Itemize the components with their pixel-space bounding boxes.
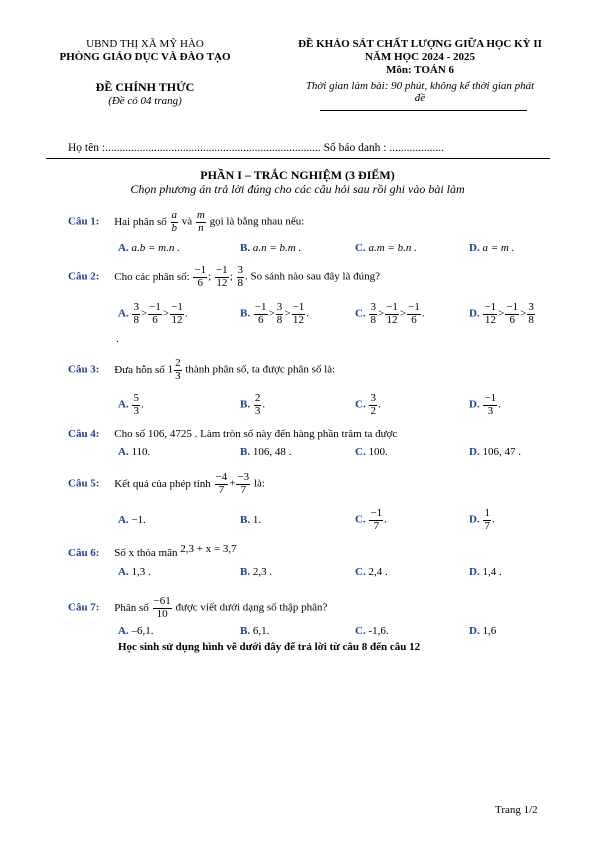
frac-den: 8 bbox=[133, 313, 139, 326]
option-letter: C. bbox=[355, 513, 366, 526]
frac-num: −4 bbox=[215, 471, 228, 483]
question-label: Câu 3: bbox=[68, 363, 100, 376]
frac-num: m bbox=[196, 209, 205, 221]
frac-num: a bbox=[171, 209, 178, 221]
exam-title: ĐỀ KHẢO SÁT CHẤT LƯỢNG GIỮA HỌC KỲ II bbox=[298, 38, 542, 50]
q1-option-d[interactable] bbox=[469, 242, 514, 254]
frac-den: 3 bbox=[487, 404, 494, 417]
option-letter: D. bbox=[469, 513, 480, 526]
option-letter: C. bbox=[355, 625, 366, 637]
frac-den: 7 bbox=[218, 483, 225, 496]
option-letter: A. bbox=[118, 625, 129, 637]
question-label: Câu 6: bbox=[68, 547, 100, 559]
q4-option-d[interactable] bbox=[469, 446, 521, 458]
dot: . bbox=[491, 513, 495, 526]
option-text: 100. bbox=[368, 446, 388, 458]
frac-num: 2 bbox=[254, 392, 261, 404]
q1-option-c[interactable] bbox=[355, 242, 417, 254]
frac-den: b bbox=[171, 221, 178, 234]
gt-sign: > bbox=[162, 307, 170, 320]
option-letter: B. bbox=[240, 514, 251, 526]
gt-sign: > bbox=[268, 307, 275, 320]
q1-option-a[interactable] bbox=[118, 242, 180, 254]
option-text: a.n = b.m . bbox=[252, 242, 302, 254]
frac-num: 3 bbox=[276, 301, 283, 313]
q7-option-c[interactable] bbox=[355, 625, 389, 637]
option-letter: D. bbox=[469, 625, 480, 637]
office-name: PHÒNG GIÁO DỤC VÀ ĐÀO TẠO bbox=[59, 51, 231, 63]
q3-option-a[interactable] bbox=[118, 393, 144, 417]
frac-num: 3 bbox=[133, 301, 139, 313]
frac-den: 6 bbox=[509, 313, 515, 326]
time-line-1: Thời gian làm bài: 90 phút, không kể thời gian phát bbox=[305, 80, 535, 92]
equation: 2,3 + x = 3,7 bbox=[180, 543, 237, 555]
q6-option-d[interactable] bbox=[469, 566, 502, 578]
question-text: và bbox=[181, 215, 193, 228]
q7-option-a[interactable] bbox=[118, 625, 153, 637]
question-text: Phân số bbox=[114, 601, 149, 614]
option-letter: A. bbox=[118, 398, 129, 411]
q2-option-d[interactable] bbox=[469, 302, 536, 326]
dot: . bbox=[377, 398, 381, 411]
plus-sign: + bbox=[229, 477, 236, 490]
option-letter: C. bbox=[355, 242, 366, 254]
q3-option-b[interactable] bbox=[240, 393, 265, 417]
time-line-2: đề bbox=[414, 92, 426, 104]
frac-den: 3 bbox=[175, 369, 181, 382]
q2-option-a[interactable] bbox=[118, 302, 188, 326]
q6-option-b[interactable] bbox=[240, 566, 272, 578]
frac-den: 12 bbox=[216, 276, 228, 289]
frac-den: 12 bbox=[386, 313, 398, 326]
frac-num: −1 bbox=[194, 264, 207, 276]
section-instruction: Chọn phương án trả lời đúng cho các câu hỏi sau rồi ghi vào bài làm bbox=[130, 182, 465, 196]
option-text: 110. bbox=[131, 446, 151, 458]
q7-option-b[interactable] bbox=[240, 625, 269, 637]
option-letter: A. bbox=[118, 566, 129, 578]
q6-option-a[interactable] bbox=[118, 566, 151, 578]
frac-num: 3 bbox=[370, 392, 376, 404]
gt-sign: > bbox=[377, 307, 385, 320]
frac-den: 6 bbox=[411, 313, 417, 326]
option-letter: D. bbox=[469, 566, 480, 578]
frac-den: 2 bbox=[370, 404, 376, 417]
option-letter: B. bbox=[240, 307, 251, 320]
question-text: Đưa hỗn số bbox=[114, 363, 165, 376]
question-4 bbox=[68, 428, 397, 440]
dot: . bbox=[306, 307, 309, 320]
frac-den: 3 bbox=[254, 404, 261, 417]
frac-den: 10 bbox=[156, 607, 168, 620]
department-name: UBND THỊ XÃ MỸ HÀO bbox=[86, 38, 204, 50]
question-label: Câu 5: bbox=[68, 477, 100, 490]
option-letter: B. bbox=[240, 625, 251, 637]
q5-option-a[interactable] bbox=[118, 514, 146, 526]
question-label: Câu 2: bbox=[68, 270, 100, 283]
section-title: PHẦN I – TRẮC NGHIỆM (3 ĐIỂM) bbox=[200, 168, 395, 182]
frac-num: 1 bbox=[484, 507, 490, 519]
q5-option-b[interactable] bbox=[240, 514, 261, 526]
option-letter: A. bbox=[118, 446, 129, 458]
gt-sign: > bbox=[399, 307, 407, 320]
option-letter: D. bbox=[469, 446, 480, 458]
name-label: Họ tên : bbox=[68, 142, 106, 154]
question-text: Số x thỏa mãn bbox=[114, 547, 178, 559]
question-text: Cho các phân số: bbox=[114, 270, 190, 283]
q3-option-d[interactable] bbox=[469, 393, 501, 417]
frac-den: n bbox=[198, 221, 204, 234]
question-text: Kết quả của phép tính bbox=[114, 477, 211, 490]
option-text: a = m . bbox=[482, 242, 515, 254]
frac-num: −1 bbox=[408, 301, 420, 313]
option-text: 106, 47 . bbox=[482, 446, 521, 458]
option-letter: C. bbox=[355, 307, 366, 320]
frac-den: 12 bbox=[292, 313, 304, 326]
official-label: ĐỀ CHÍNH THỨC bbox=[95, 80, 195, 94]
question-text: được viết dưới dạng số thập phân? bbox=[175, 601, 328, 614]
q6-option-c[interactable] bbox=[355, 566, 388, 578]
frac-num: −1 bbox=[171, 301, 183, 313]
subject: Môn: TOÁN 6 bbox=[385, 64, 455, 76]
option-letter: B. bbox=[240, 398, 251, 411]
frac-num: −1 bbox=[484, 392, 497, 404]
option-text: a.b = m.n . bbox=[131, 242, 180, 254]
page-number: Trang 1/2 bbox=[495, 804, 538, 816]
option-letter: C. bbox=[355, 566, 366, 578]
frac-num: 3 bbox=[370, 301, 376, 313]
question-text: . So sánh nào sau đây là đúng? bbox=[245, 270, 381, 283]
frac-num: −1 bbox=[215, 264, 228, 276]
question-1 bbox=[68, 210, 304, 234]
q3-option-c[interactable] bbox=[355, 393, 381, 417]
option-text: 106, 48 . bbox=[252, 446, 292, 458]
question-label: Câu 7: bbox=[68, 601, 100, 614]
question-5 bbox=[68, 472, 265, 496]
option-letter: B. bbox=[240, 242, 251, 254]
option-text: 1. bbox=[252, 514, 262, 526]
stray-dot: . bbox=[116, 333, 119, 345]
option-letter: D. bbox=[469, 307, 480, 320]
frac-den: 12 bbox=[484, 313, 496, 326]
frac-den: 7 bbox=[484, 519, 490, 532]
question-text: gọi là bằng nhau nếu: bbox=[209, 215, 305, 228]
frac-num: −3 bbox=[237, 471, 250, 483]
question-3 bbox=[68, 358, 335, 382]
dot: . bbox=[140, 398, 144, 411]
question-label: Câu 1: bbox=[68, 215, 100, 228]
dot: . bbox=[184, 307, 188, 320]
option-text: 1,3 . bbox=[131, 566, 151, 578]
divider-line bbox=[46, 158, 550, 159]
question-6 bbox=[68, 543, 237, 559]
frac-num: −1 bbox=[370, 507, 383, 519]
frac-den: 12 bbox=[171, 313, 183, 326]
option-letter: C. bbox=[355, 398, 366, 411]
frac-num: −1 bbox=[484, 301, 497, 313]
question-text: thành phân số, ta được phân số là: bbox=[185, 363, 336, 376]
dot: . bbox=[262, 398, 266, 411]
frac-num: −1 bbox=[292, 301, 305, 313]
option-text: 2,3 . bbox=[252, 566, 273, 578]
frac-num: 2 bbox=[175, 357, 181, 369]
frac-num: 5 bbox=[133, 392, 139, 404]
frac-den: 8 bbox=[370, 313, 376, 326]
gt-sign: > bbox=[498, 307, 505, 320]
option-letter: B. bbox=[240, 446, 251, 458]
q7-option-d[interactable] bbox=[469, 625, 496, 637]
q5-option-c[interactable] bbox=[355, 508, 387, 532]
frac-num: 3 bbox=[237, 264, 243, 276]
question-text: Hai phân số bbox=[114, 215, 167, 228]
student-info bbox=[68, 142, 444, 154]
option-letter: B. bbox=[240, 566, 251, 578]
page-count: (Đề có 04 trang) bbox=[108, 95, 182, 107]
frac-den: 7 bbox=[240, 483, 247, 496]
frac-num: −1 bbox=[386, 301, 398, 313]
frac-den: 7 bbox=[373, 519, 380, 532]
frac-den: 6 bbox=[197, 276, 204, 289]
option-letter: A. bbox=[118, 514, 129, 526]
gt-sign: > bbox=[520, 307, 527, 320]
frac-den: 8 bbox=[276, 313, 283, 326]
option-text: 1,4 . bbox=[482, 566, 502, 578]
dot: . bbox=[498, 398, 501, 411]
frac-num: −1 bbox=[506, 301, 519, 313]
sbd-dots: ................... bbox=[389, 142, 444, 154]
question-7 bbox=[68, 596, 327, 620]
figure-note: Học sinh sử dụng hình vẽ dưới đây để trả lời từ câu 8 đến câu 12 bbox=[118, 641, 421, 653]
frac-den: 6 bbox=[257, 313, 264, 326]
option-text: −1. bbox=[131, 514, 146, 526]
option-letter: D. bbox=[469, 398, 480, 411]
sbd-label: Số báo danh : bbox=[323, 142, 387, 154]
dot: . bbox=[384, 513, 387, 526]
option-text: a.m = b.n . bbox=[368, 242, 417, 254]
q2-option-c[interactable] bbox=[355, 302, 425, 326]
frac-num: −1 bbox=[254, 301, 267, 313]
frac-den: 8 bbox=[528, 313, 534, 326]
gt-sign: > bbox=[140, 307, 148, 320]
school-year: NĂM HỌC 2024 - 2025 bbox=[365, 51, 475, 63]
gt-sign: > bbox=[284, 307, 291, 320]
frac-num: 3 bbox=[528, 301, 534, 313]
name-dots: ........................................................................... bbox=[105, 142, 321, 154]
frac-num: −61 bbox=[153, 595, 171, 607]
option-letter: C. bbox=[355, 446, 366, 458]
question-text: là: bbox=[253, 477, 265, 490]
q4-option-a[interactable] bbox=[118, 446, 150, 458]
question-2: Câu 2: Cho các phân số: $\frac{-1}{6}$ ; $\frac{-1}{12}$ ; $\frac{3}{8}$ . So sánh nào sau đây là đúng? bbox=[68, 264, 381, 289]
option-text: 6,1. bbox=[252, 625, 270, 637]
q5-option-d[interactable] bbox=[469, 508, 495, 532]
option-letter: A. bbox=[118, 307, 129, 320]
frac-den: 8 bbox=[237, 276, 243, 289]
header-underline bbox=[320, 110, 527, 111]
question-text: Cho số 106, 4725 . Làm tròn số này đến hàng phần trăm ta được bbox=[114, 428, 398, 440]
frac-den: 3 bbox=[133, 404, 139, 417]
option-text: -1,6. bbox=[368, 625, 389, 637]
frac-den: 6 bbox=[152, 313, 158, 326]
option-text: 2,4 . bbox=[368, 566, 388, 578]
mixed-whole: 1 bbox=[167, 363, 174, 376]
option-text: –6,1. bbox=[131, 625, 154, 637]
q4-option-c[interactable] bbox=[355, 446, 388, 458]
dot: . bbox=[421, 307, 425, 320]
frac-num: −1 bbox=[149, 301, 161, 313]
question-label: Câu 4: bbox=[68, 428, 100, 440]
q2-option-b[interactable] bbox=[240, 302, 309, 326]
option-letter: D. bbox=[469, 242, 480, 254]
q1-option-b[interactable] bbox=[240, 242, 301, 254]
option-letter: A. bbox=[118, 242, 129, 254]
option-text: 1,6 bbox=[482, 625, 497, 637]
q4-option-b[interactable] bbox=[240, 446, 291, 458]
